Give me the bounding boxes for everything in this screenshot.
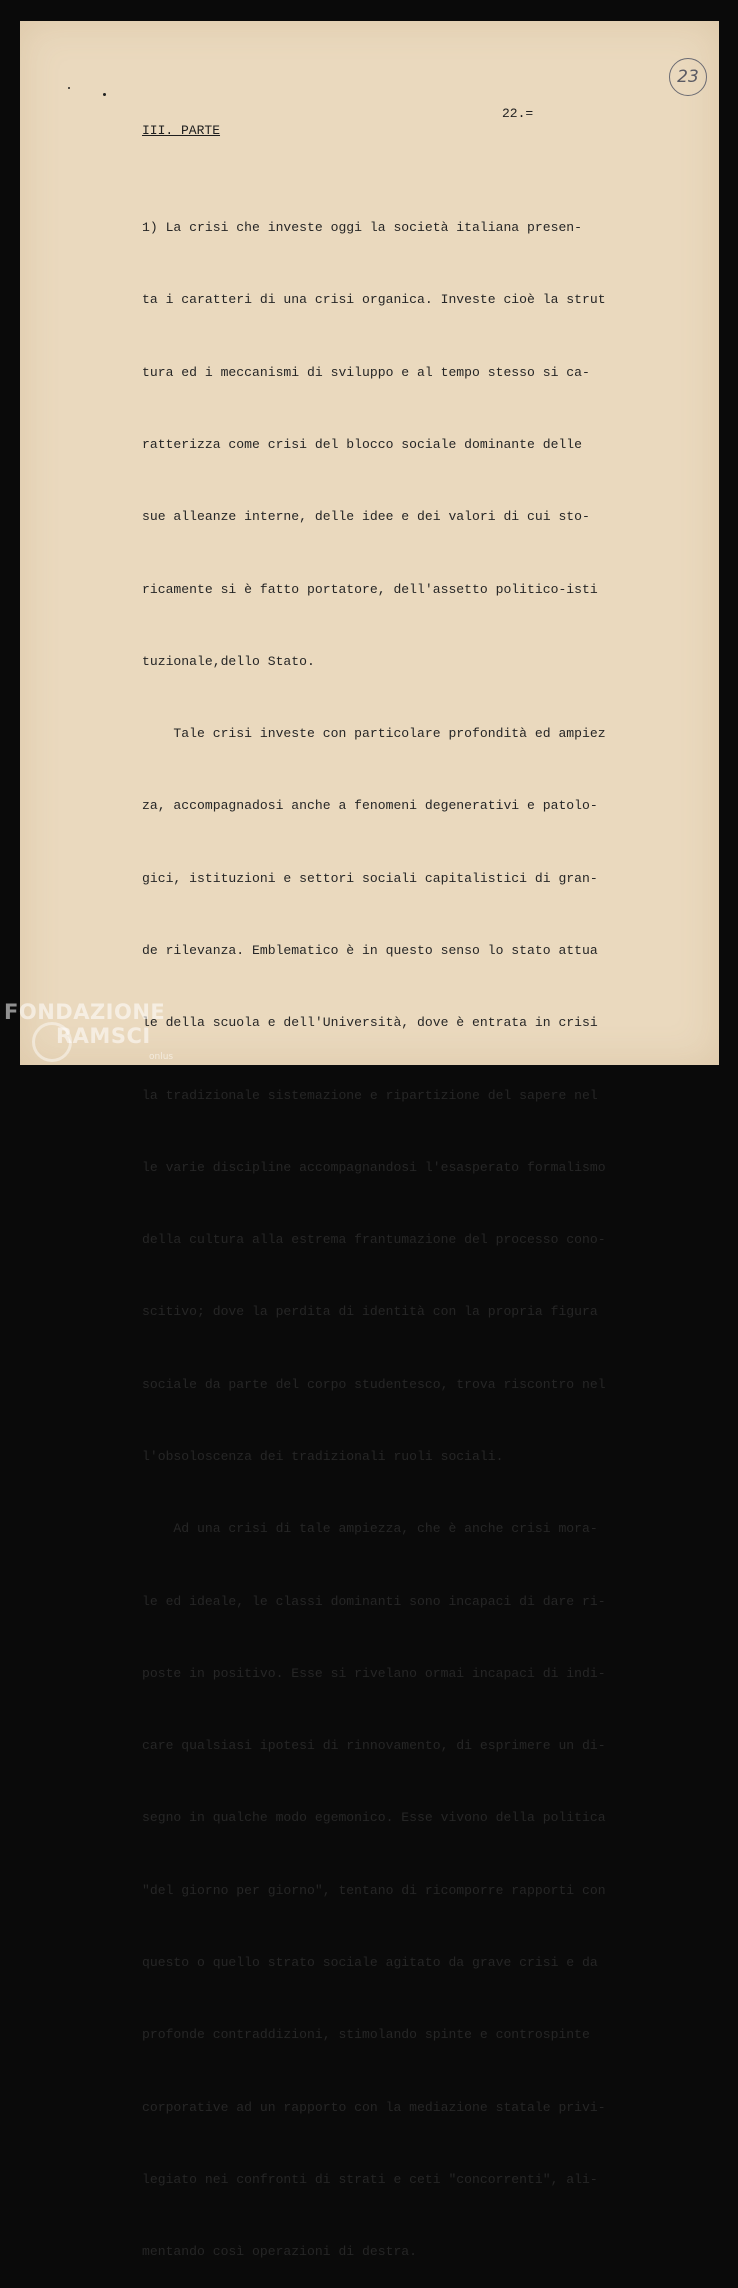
text-line: ricamente si è fatto portatore, dell'assetto politico-isti	[142, 581, 598, 597]
page-number: 22.=	[502, 106, 534, 121]
text-line: sue alleanze interne, delle idee e dei valori di cui sto-	[142, 509, 590, 525]
text-line: questo o quello strato sociale agitato da grave crisi e da	[142, 1954, 598, 1970]
text-line: care qualsiasi ipotesi di rinnovamento, di esprimere un di-	[142, 1738, 606, 1754]
text-line: le varie discipline accompagnandosi l'esasperato formalismo	[142, 1159, 606, 1175]
text-line: 1) La crisi che investe oggi la società italiana presen-	[142, 220, 583, 236]
text-line: la tradizionale sistemazione e ripartizione del sapere nel	[142, 1087, 598, 1103]
text-line: scitivo; dove la perdita di identità con la propria figura	[142, 1304, 598, 1320]
text-line: l'obsoloscenza dei tradizionali ruoli sociali.	[142, 1448, 504, 1464]
watermark-line: RAMSCI	[56, 1024, 151, 1048]
ink-speck	[68, 87, 70, 89]
watermark-line: FONDAZIONE	[4, 1000, 166, 1024]
text-line: profonde contraddizioni, stimolando spinte e controspinte	[142, 2027, 590, 2043]
text-line: tuzionale,dello Stato.	[142, 653, 315, 669]
ink-speck	[103, 93, 106, 96]
text-line: de rilevanza. Emblematico è in questo senso lo stato attua	[142, 943, 598, 958]
text-line: Ad una crisi di tale ampiezza, che è anche crisi mora-	[142, 1521, 598, 1537]
text-line: Tale crisi investe con particolare profondità ed ampiez	[142, 726, 606, 742]
text-line: ratterizza come crisi del blocco sociale dominante delle	[142, 437, 583, 453]
watermark-line: onlus	[149, 1052, 174, 1062]
text-line: le ed ideale, le classi dominanti sono incapaci di dare ri-	[142, 1593, 606, 1609]
text-line: segno in qualche modo egemonico. Esse vivono della politica	[142, 1810, 606, 1826]
text-line: della cultura alla estrema frantumazione del processo cono-	[142, 1232, 606, 1248]
text-line: gici, istituzioni e settori sociali capitalistici di gran-	[142, 870, 598, 886]
text-line: poste in positivo. Esse si rivelano ormai incapaci di indi-	[142, 1665, 606, 1681]
text-line: "del giorno per giorno", tentano di ricomporre rapporti con	[142, 1882, 606, 1898]
text-line: le della scuola e dell'Università, dove è entrata in crisi	[142, 1015, 598, 1031]
text-line: mentando così operazioni di destra.	[142, 2244, 418, 2260]
text-line: ta i caratteri di una crisi organica. Investe cioè la strut	[142, 292, 606, 308]
text-line: sociale da parte del corpo studentesco, trova riscontro nel	[142, 1376, 606, 1392]
archive-number-stamp: 23	[669, 58, 707, 96]
text-line: legiato nei confronti di strati e ceti "concorrenti", ali-	[142, 2171, 598, 2187]
text-line: tura ed i meccanismi di sviluppo e al tempo stesso si ca-	[142, 364, 590, 380]
text-line: za, accompagnadosi anche a fenomeni degenerativi e patolo-	[142, 798, 598, 814]
body-text	[142, 168, 642, 2288]
section-heading: III. PARTE	[142, 123, 221, 138]
text-line: corporative ad un rapporto con la mediazione statale privi-	[142, 2099, 606, 2115]
